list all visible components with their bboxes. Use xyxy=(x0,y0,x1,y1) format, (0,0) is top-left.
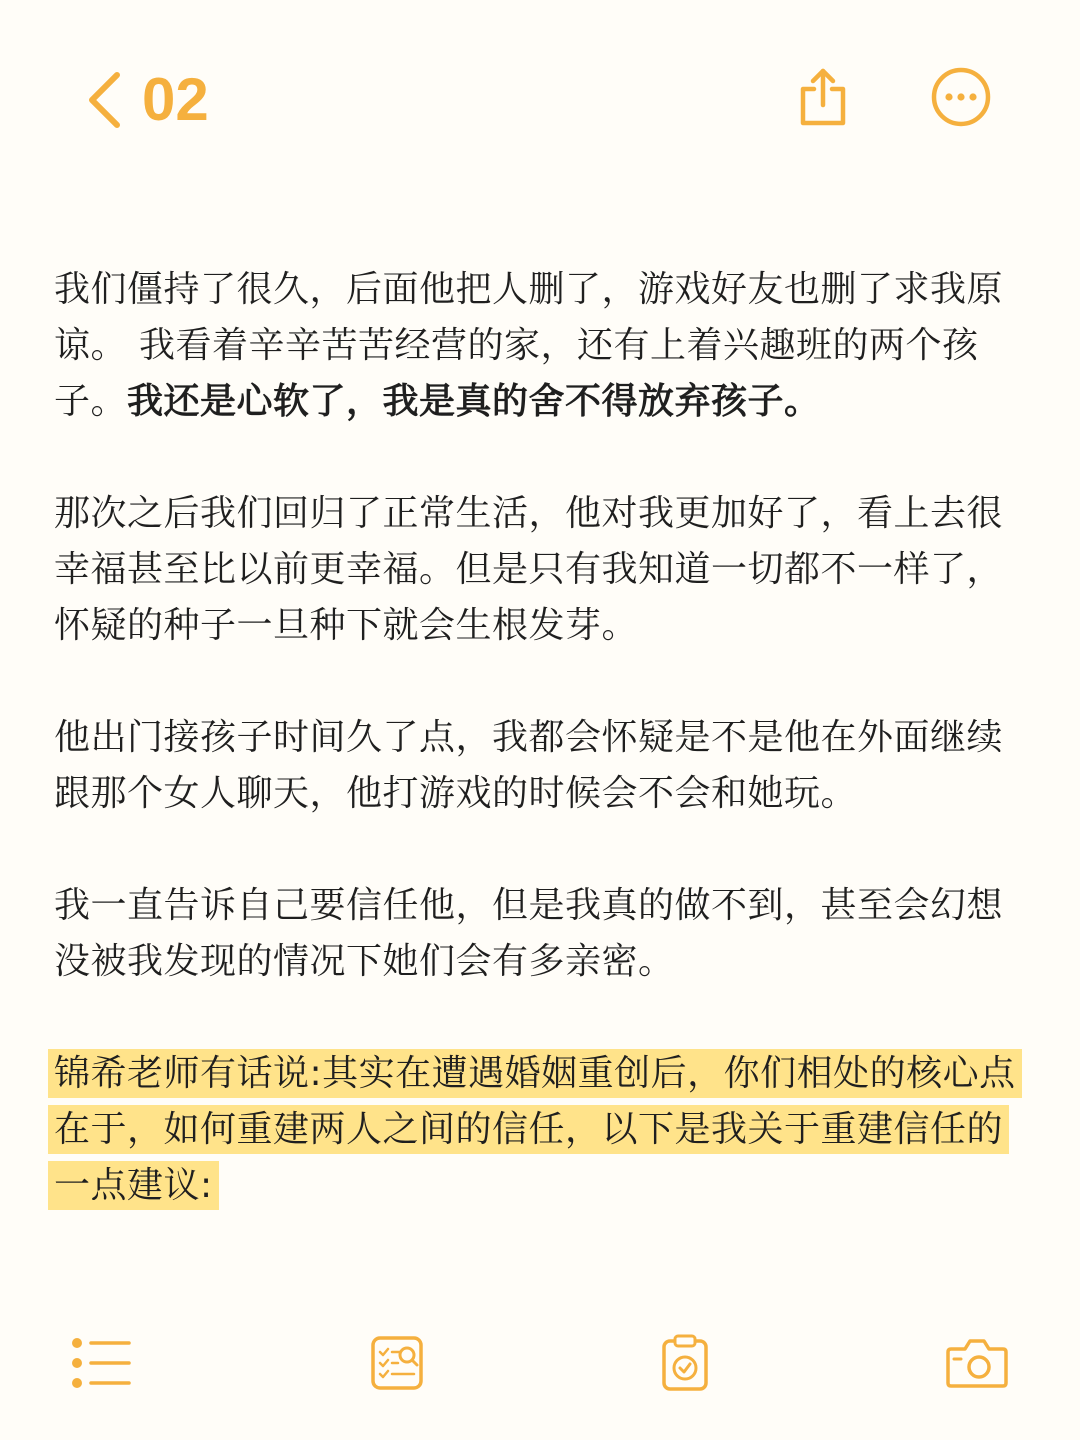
more-icon xyxy=(929,65,993,133)
camera-icon xyxy=(945,1337,1009,1393)
highlight-paragraph xyxy=(54,1046,1034,1214)
paragraph-1 xyxy=(54,262,1034,430)
paragraph-3: 他出门接孩子时间久了点，我都会怀疑是不是他在外面继续跟那个女人聊天，他打游戏的时候会不会和她玩。 xyxy=(54,717,1004,814)
clipboard-icon xyxy=(661,1334,709,1396)
paragraph-1-text: 我们僵持了很久，后面他把人删了，游戏好友也删了求我原谅。 我看着辛辛苦苦经营的家，还有上着兴趣班的两个孩子。 xyxy=(54,269,1004,422)
top-bar xyxy=(0,0,1080,190)
paragraph-2: 那次之后我们回归了正常生活，他对我更加好了，看上去很幸福甚至比以前更幸福。但是只有我知道一切都不一样了，怀疑的种子一旦种下就会生根发芽。 xyxy=(54,493,1004,646)
note-number: 02 xyxy=(142,66,209,133)
highlighted-text: 锦希老师有话说:其实在遭遇婚姻重创后，你们相处的核心点在于，如何重建两人之间的信任，以下是我关于重建信任的一点建议: xyxy=(48,1049,1022,1210)
share-icon xyxy=(795,65,851,133)
list-button[interactable] xyxy=(66,1330,136,1400)
share-button[interactable] xyxy=(786,62,860,136)
back-button[interactable] xyxy=(84,60,209,140)
paragraph-1-bold: 我还是心软了，我是真的舍不得放弃孩子。 xyxy=(127,381,821,422)
camera-button[interactable] xyxy=(942,1330,1012,1400)
chevron-left-icon xyxy=(84,69,124,131)
checklist-icon xyxy=(370,1335,424,1395)
paragraph-4: 我一直告诉自己要信任他，但是我真的做不到，甚至会幻想没被我发现的情况下她们会有多亲密。 xyxy=(54,885,1004,982)
list-icon xyxy=(71,1337,131,1393)
note-body[interactable] xyxy=(54,262,1034,1270)
clipboard-button[interactable] xyxy=(650,1330,720,1400)
more-button[interactable] xyxy=(924,62,998,136)
checklist-button[interactable] xyxy=(362,1330,432,1400)
bottom-toolbar xyxy=(0,1320,1080,1410)
